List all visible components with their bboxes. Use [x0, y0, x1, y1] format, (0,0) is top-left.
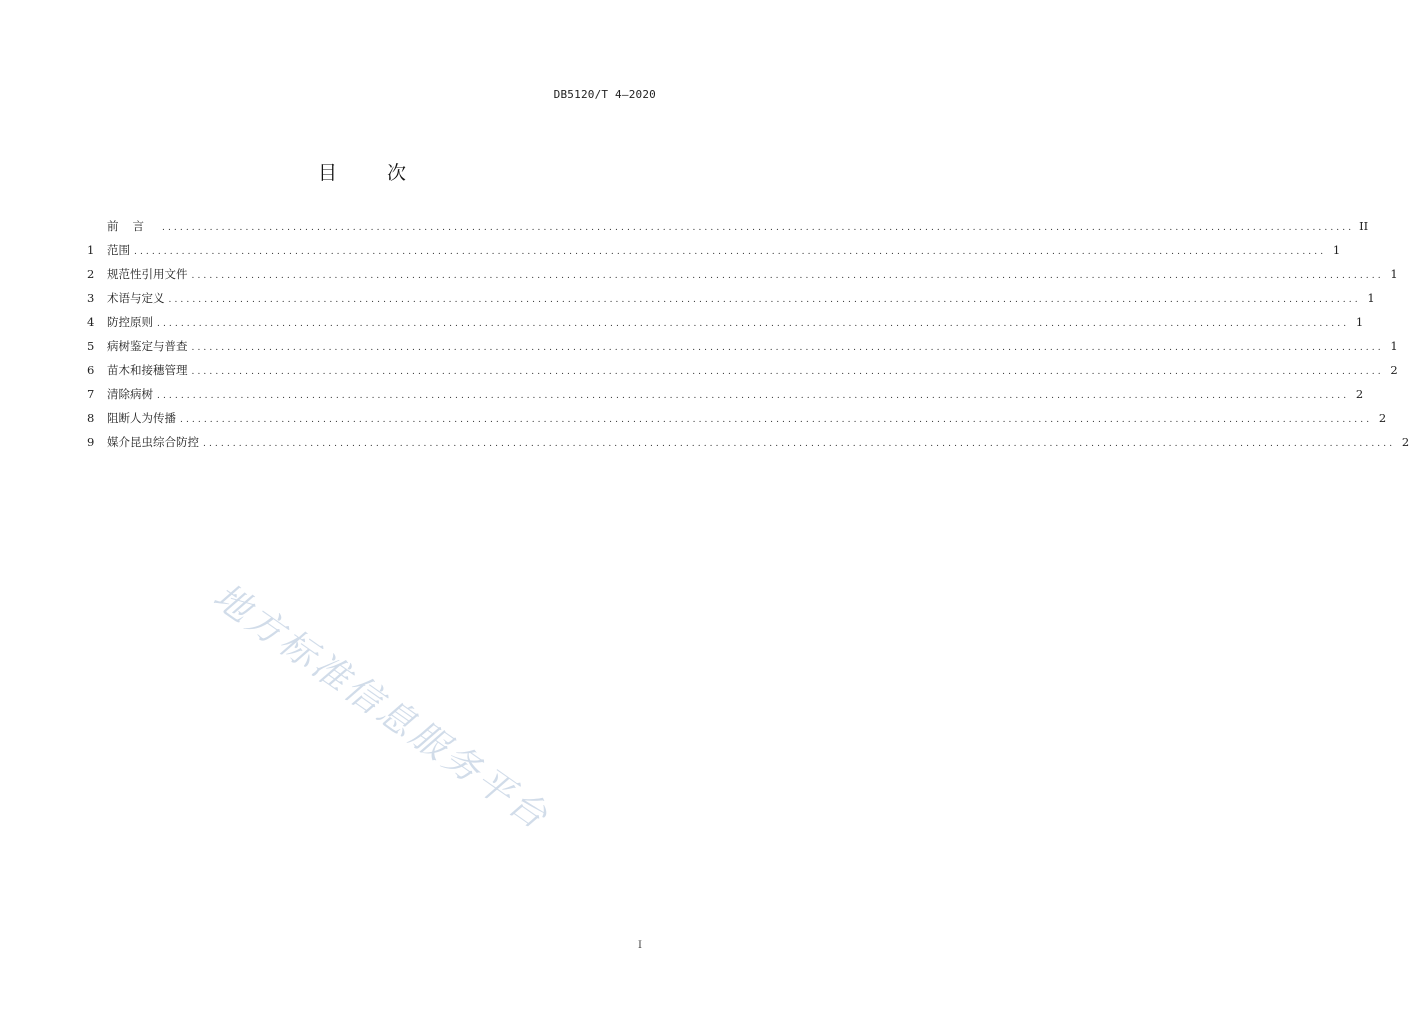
toc-entry-page: 1: [1367, 291, 1375, 305]
toc-entry[interactable]: [87, 290, 1375, 314]
toc-leader-dots: ........................................................................................................................................................................................................: [168, 295, 1361, 305]
watermark: 地方标准信息服务平台: [205, 575, 557, 839]
toc-entry[interactable]: [87, 314, 1364, 338]
toc-entry-page: II: [1359, 219, 1369, 233]
toc-leader-dots: ........................................................................................................................................................................................................: [203, 439, 1396, 449]
toc-entry[interactable]: [87, 218, 1369, 242]
toc-entry[interactable]: [87, 434, 1409, 458]
toc-entry-number: 9: [87, 435, 95, 449]
toc-leader-dots: ........................................................................................................................................................................................................: [134, 247, 1327, 257]
toc-entry-number: 3: [87, 291, 95, 305]
toc-leader-dots: ........................................................................................................................................................................................................: [191, 367, 1384, 377]
toc-entry-label: 规范性引用文件: [107, 267, 188, 281]
toc-entry-label: 阻断人为传播: [107, 411, 176, 425]
toc-entry-label: 术语与定义: [107, 291, 165, 305]
standard-code: DB5120/T 4—2020: [553, 88, 656, 101]
toc-entry[interactable]: [87, 386, 1364, 410]
toc-leader-dots: ........................................................................................................................................................................................................: [157, 391, 1350, 401]
toc-title: 目 次: [317, 162, 429, 184]
toc-entry-page: 1: [1355, 315, 1364, 329]
toc-entry-label: 防控原则: [107, 315, 153, 329]
toc-entry-page: 2: [1401, 435, 1409, 449]
toc-entry[interactable]: [87, 266, 1398, 290]
toc-entry-page: 1: [1390, 339, 1398, 353]
toc-leader-dots: ........................................................................................................................................................................................................: [157, 319, 1350, 329]
toc-entry-label: 前言: [107, 219, 158, 233]
toc-leader-dots: ........................................................................................................................................................................................................: [191, 271, 1384, 281]
toc-entry-number: 4: [87, 315, 95, 329]
toc-entry[interactable]: [87, 362, 1398, 386]
toc-leader-dots: ........................................................................................................................................................................................................: [191, 343, 1384, 353]
toc-entry[interactable]: [87, 338, 1398, 362]
toc-entry-page: 1: [1332, 243, 1341, 257]
toc-entry-page: 2: [1378, 411, 1387, 425]
toc-entry-page: 2: [1355, 387, 1364, 401]
toc-entry-page: 1: [1390, 267, 1398, 281]
toc-entry[interactable]: [87, 242, 1341, 266]
toc-entry-number: 2: [87, 267, 95, 281]
toc-leader-dots: ........................................................................................................................................................................................................: [180, 415, 1373, 425]
toc-entry-number: 1: [87, 243, 95, 257]
toc-entry-label: 苗木和接穗管理: [107, 363, 188, 377]
toc-entry-label: 病树鉴定与普查: [107, 339, 188, 353]
toc-entry-number: 7: [87, 387, 95, 401]
toc-entry-number: 5: [87, 339, 95, 353]
toc-leader-dots: ........................................................................................................................................................................................................: [162, 223, 1355, 233]
toc-entry-page: 2: [1390, 363, 1398, 377]
toc-entry-label: 范围: [107, 243, 130, 257]
toc-list: [87, 218, 1409, 458]
page-number: I: [638, 940, 642, 951]
toc-entry-number: 8: [87, 411, 95, 425]
toc-entry-number: 6: [87, 363, 95, 377]
toc-entry[interactable]: [87, 410, 1387, 434]
toc-entry-label: 媒介昆虫综合防控: [107, 435, 199, 449]
toc-entry-label: 清除病树: [107, 387, 153, 401]
